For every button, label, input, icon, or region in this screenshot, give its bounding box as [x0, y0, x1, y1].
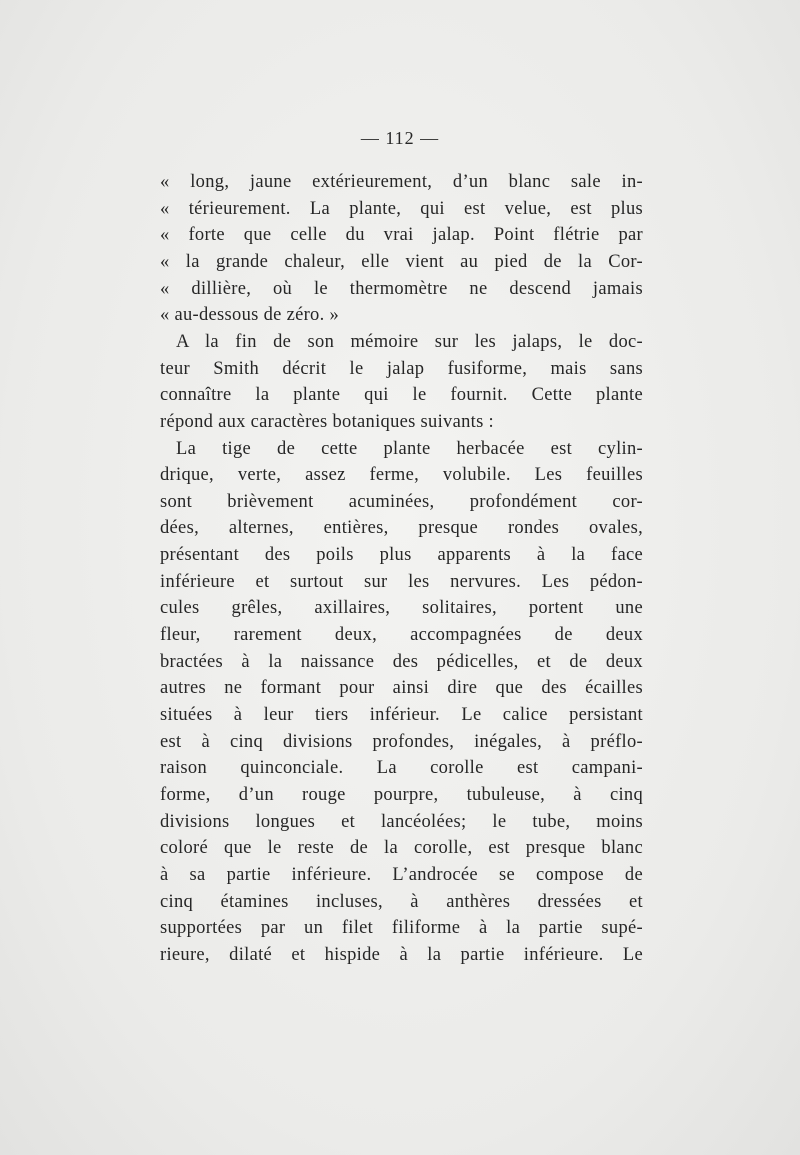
text-line: « la grande chaleur, elle vient au pied de la Cor- [160, 251, 643, 272]
text-line: à sa partie inférieure. L’androcée se compose de [160, 864, 643, 885]
text-line: présentant des poils plus apparents à la face [160, 545, 643, 566]
text-line: sont brièvement acuminées, profondément cor- [160, 491, 643, 512]
text-line: dées, alternes, entières, presque rondes ovales, [160, 518, 643, 539]
text-line: situées à leur tiers inférieur. Le calice persistant [160, 705, 643, 725]
text-line: A la fin de son mémoire sur les jalaps, le doc- [176, 331, 643, 352]
text-line: cinq étamines incluses, à anthères dressées et [160, 891, 643, 912]
text-line: cules grêles, axillaires, solitaires, portent une [160, 598, 643, 619]
text-line: coloré que le reste de la corolle, est presque blanc [160, 838, 643, 859]
text-line: connaître la plante qui le fournit. Cette plante [160, 385, 643, 406]
text-line: fleur, rarement deux, accompagnées de deux [160, 625, 643, 646]
text-line: « au-dessous de zéro. » [160, 305, 340, 326]
text-line: autres ne formant pour ainsi dire que des écailles [160, 678, 643, 699]
text-line: supportées par un filet filiforme à la partie supé- [160, 918, 643, 939]
text-line: « long, jaune extérieurement, d’un blanc sale in- [160, 172, 643, 192]
text-line: raison quinconciale. La corolle est campani- [160, 758, 643, 779]
text-line: « forte que celle du vrai jalap. Point flétrie par [160, 225, 643, 246]
text-line: rieure, dilaté et hispide à la partie inférieure. Le [160, 944, 643, 965]
text-line: divisions longues et lancéolées; le tube, moins [160, 811, 643, 832]
text-line: teur Smith décrit le jalap fusiforme, mais sans [160, 358, 643, 379]
text-line: « térieurement. La plante, qui est velue, est plus [160, 198, 643, 219]
page-number: — 112 — [360, 128, 440, 148]
text-line: est à cinq divisions profondes, inégales, à préflo- [160, 731, 643, 752]
text-line: La tige de cette plante herbacée est cylin- [176, 438, 643, 459]
text-line: forme, d’un rouge pourpre, tubuleuse, à cinq [160, 784, 643, 805]
text-line: « dillière, où le thermomètre ne descend jamais [160, 278, 643, 299]
text-line: inférieure et surtout sur les nervures. Les pédon- [160, 571, 643, 592]
text-line: drique, verte, assez ferme, volubile. Les feuilles [160, 465, 643, 486]
text-line: répond aux caractères botaniques suivants : [160, 411, 494, 432]
text-line: bractées à la naissance des pédicelles, et de deux [160, 651, 643, 672]
